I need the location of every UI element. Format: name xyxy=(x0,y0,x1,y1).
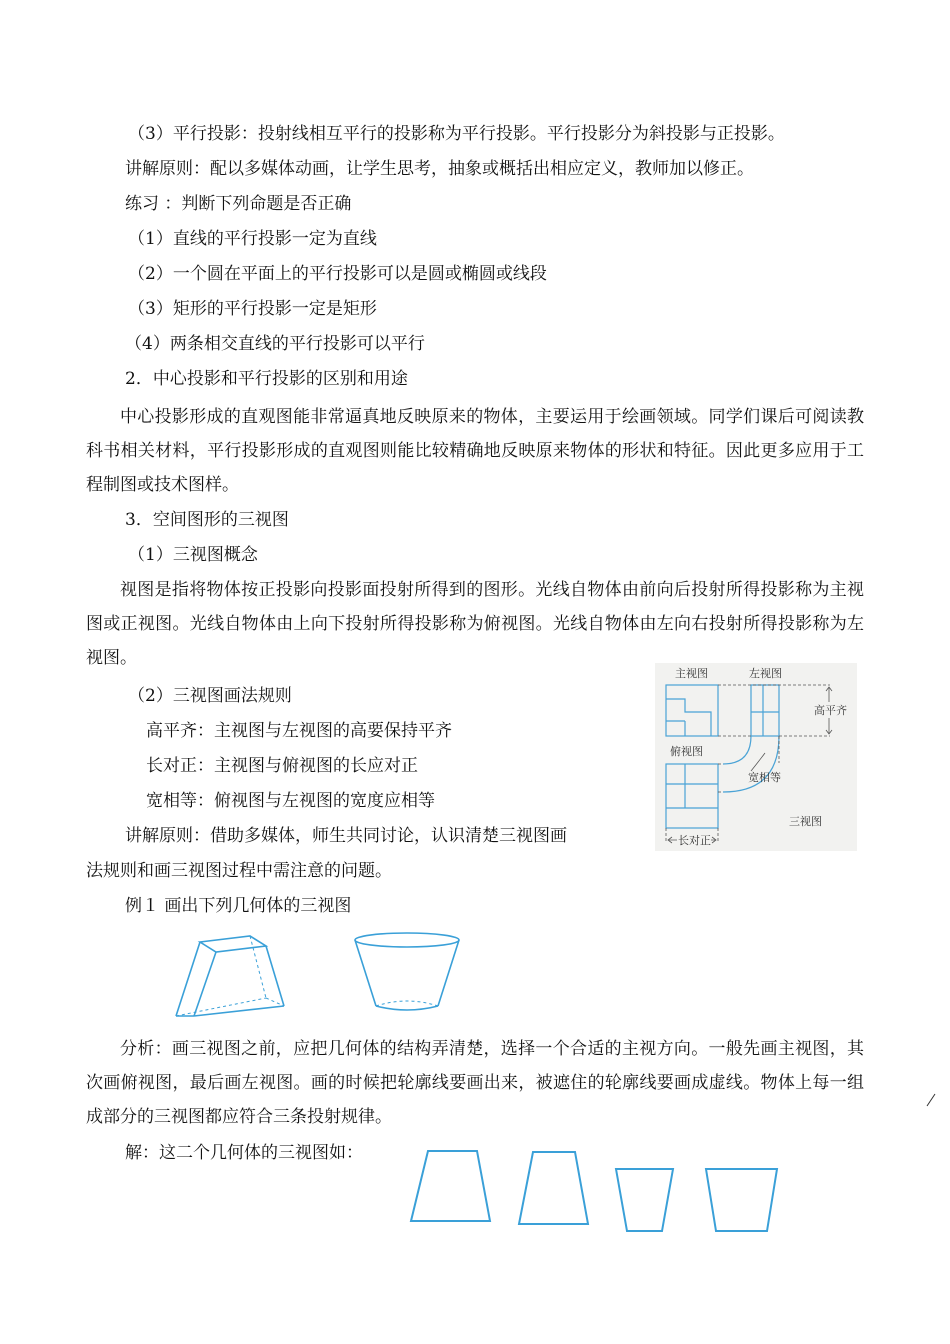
label-top-view: 俯视图 xyxy=(670,745,703,758)
label-three-views: 三视图 xyxy=(789,815,822,828)
label-left-view: 左视图 xyxy=(749,667,782,680)
concept-heading: （1）三视图概念 xyxy=(128,545,258,565)
view-trapezoid-4 xyxy=(706,1169,777,1231)
teaching-principle: 讲解原则：配以多媒体动画，让学生思考，抽象或概括出相应定义，教师加以修正。 xyxy=(125,159,754,179)
frustum-prism-figure xyxy=(174,932,290,1020)
view-trapezoid-1 xyxy=(411,1151,490,1221)
section3-heading: 3．空间图形的三视图 xyxy=(125,510,289,530)
solution-text: 解：这二个几何体的三视图如： xyxy=(125,1143,363,1163)
three-view-diagram xyxy=(655,663,857,851)
rule-height: 高平齐：主视图与左视图的高要保持平齐 xyxy=(146,721,452,741)
parallel-projection-definition: （3）平行投影：投射线相互平行的投影称为平行投影。平行投影分为斜投影与正投影。 xyxy=(128,124,785,144)
concept-body: 视图是指将物体按正投影向投影面投射所得到的图形。光线自物体由前向后投射所得投影称为主视图或正视图。光线自物体由上向下投射所得投影称为俯视图。光线自物体由左向右投射所得投影称为左视图。 xyxy=(86,580,864,668)
solution-views xyxy=(405,1145,785,1235)
exercise-item-1: （1）直线的平行投影一定为直线 xyxy=(128,229,377,249)
section2-body: 中心投影形成的直观图能非常逼真地反映原来的物体，主要运用于绘画领域。同学们课后可阅读教科书相关材料，平行投影形成的直观图则能比较精确地反映原来物体的形状和特征。因此更多应用于工程制图或技术图样。 xyxy=(86,407,864,495)
stray-mark xyxy=(925,1092,937,1108)
label-front-view: 主视图 xyxy=(675,667,708,680)
view-trapezoid-2 xyxy=(519,1152,588,1224)
section2-heading: 2．中心投影和平行投影的区别和用途 xyxy=(125,369,408,389)
view-trapezoid-3 xyxy=(616,1169,673,1231)
rule-width: 宽相等：俯视图与左视图的宽度应相等 xyxy=(146,791,435,811)
rule-length: 长对正：主视图与俯视图的长应对正 xyxy=(146,756,418,776)
exercise-title: 练习 ：判断下列命题是否正确 xyxy=(125,194,352,214)
exercise-item-2: （2）一个圆在平面上的平行投影可以是圆或椭圆或线段 xyxy=(128,264,547,284)
exercise-item-4: （4）两条相交直线的平行投影可以平行 xyxy=(125,334,425,354)
label-width-equal: 宽相等 xyxy=(748,771,781,784)
exercise-item-3: （3）矩形的平行投影一定是矩形 xyxy=(128,299,377,319)
principle-line-2: 法规则和画三视图过程中需注意的问题。 xyxy=(86,861,392,881)
rules-heading: （2）三视图画法规则 xyxy=(128,686,292,706)
label-length-align: 长对正 xyxy=(678,834,711,847)
analysis-text: 分析：画三视图之前，应把几何体的结构弄清楚，选择一个合适的主视方向。一般先画主视图，其次画俯视图，最后画左视图。画的时候把轮廓线要画出来，被遮住的轮廓线要画成虚线。物体上每一组成部分的三视图都应符合三条投射规律。 xyxy=(86,1039,864,1127)
frustum-cone-figure xyxy=(352,930,464,1016)
example-title: 例１ 画出下列几何体的三视图 xyxy=(125,896,352,916)
label-height-align: 高平齐 xyxy=(814,704,847,717)
principle-line-1: 讲解原则：借助多媒体，师生共同讨论，认识清楚三视图画 xyxy=(125,826,567,846)
